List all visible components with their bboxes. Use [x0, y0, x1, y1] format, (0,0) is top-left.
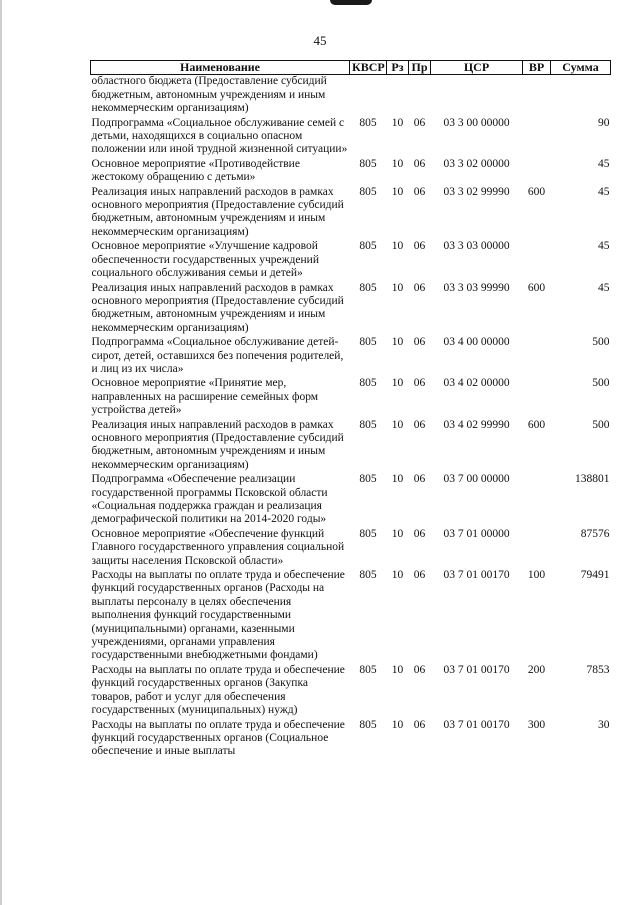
- table-row: [91, 282, 611, 337]
- cell-pr: [409, 75, 431, 117]
- header-rz: Рз: [387, 61, 409, 75]
- cell-pr: 06: [413, 663, 426, 676]
- cell-kvsr: 805: [359, 185, 377, 198]
- cell-rz: 10: [391, 336, 404, 349]
- cell-pr: 06: [413, 473, 426, 486]
- cell-kvsr: 805: [359, 473, 377, 486]
- cell-sum: 45: [598, 240, 610, 253]
- header-name: Наименование: [91, 61, 350, 75]
- cell-kvsr: 805: [359, 116, 377, 129]
- cell-kvsr: 805: [359, 377, 377, 390]
- cell-name: областного бюджета (Предоставление субсидий бюджетным, автономным учреждениям и иным некоммерческим организациям): [91, 75, 327, 115]
- cell-vr: [523, 158, 551, 186]
- cell-pr: 06: [413, 281, 426, 294]
- budget-table: [90, 60, 611, 760]
- cell-name: Реализация иных направлений расходов в рамках основного мероприятия (Предоставление субсидий бюджетным, автономным учреждениям и иным некоммерческим организациям): [91, 418, 344, 471]
- cell-rz: 10: [391, 718, 404, 731]
- cell-sum: 500: [592, 377, 610, 390]
- page-number: 45: [313, 33, 327, 48]
- header-kvsr: КВСР: [350, 61, 387, 75]
- cell-csr: 03 3 03 99990: [443, 281, 510, 294]
- cell-name: Основное мероприятие «Обеспечение функций Главного государственного управления социальной защиты населения Псковской области»: [91, 527, 345, 567]
- table-row: [91, 419, 611, 474]
- cell-name: Расходы на выплаты по оплате труда и обеспечение функций государственных органов (Закупка товаров, работ и услуг для обеспечения государственных (муниципальных) нужд): [91, 663, 345, 717]
- table-row: [91, 336, 611, 377]
- header-sum: Сумма: [551, 61, 611, 75]
- cell-pr: 06: [413, 377, 426, 390]
- cell-name: Основное мероприятие «Противодействие жестокому обращению с детьми»: [91, 157, 300, 184]
- cell-csr: 03 4 02 99990: [443, 418, 510, 431]
- cell-vr: 600: [527, 418, 546, 431]
- cell-rz: 10: [391, 527, 404, 540]
- cell-csr: 03 7 00 00000: [443, 473, 510, 486]
- cell-vr: [523, 377, 551, 418]
- header-csr: ЦСР: [431, 61, 523, 75]
- cell-sum: 500: [592, 418, 610, 431]
- cell-csr: 03 3 03 00000: [443, 240, 510, 253]
- cell-csr: 03 4 00 00000: [443, 336, 510, 349]
- table-row: [91, 75, 611, 117]
- cell-pr: 06: [413, 418, 426, 431]
- cell-csr: 03 4 02 00000: [443, 377, 510, 390]
- table-row: [91, 473, 611, 528]
- table-row: [91, 158, 611, 186]
- cell-pr: 06: [413, 116, 426, 129]
- cell-rz: 10: [391, 663, 404, 676]
- cell-rz: 10: [391, 157, 404, 170]
- cell-vr: 600: [527, 281, 546, 294]
- cell-rz: 10: [391, 281, 404, 294]
- cell-pr: 06: [413, 157, 426, 170]
- cell-kvsr: 805: [359, 157, 377, 170]
- cell-sum: 500: [592, 336, 610, 349]
- cell-rz: 10: [391, 240, 404, 253]
- cell-pr: 06: [413, 240, 426, 253]
- table-row: [91, 186, 611, 241]
- cell-vr: [523, 75, 551, 117]
- cell-name: Реализация иных направлений расходов в рамках основного мероприятия (Предоставление субсидий бюджетным, автономным учреждениям и иным некоммерческим организациям): [91, 185, 344, 238]
- cell-csr: 03 7 01 00000: [443, 527, 510, 540]
- cell-rz: 10: [391, 569, 404, 582]
- cell-vr: [523, 117, 551, 158]
- cell-name: Расходы на выплаты по оплате труда и обеспечение функций государственных органов (Социальное обеспечение и иные выплаты: [91, 718, 345, 758]
- cell-pr: 06: [413, 569, 426, 582]
- cell-sum: [551, 75, 611, 117]
- table-row: [91, 664, 611, 719]
- cell-vr: 300: [527, 718, 546, 731]
- cell-csr: 03 7 01 00170: [443, 569, 510, 582]
- cell-csr: 03 3 00 00000: [443, 116, 510, 129]
- cell-vr: 200: [527, 663, 546, 676]
- cell-sum: 45: [598, 185, 610, 198]
- cell-sum: 79491: [580, 569, 610, 582]
- table-row: [91, 240, 611, 281]
- cell-pr: 06: [413, 527, 426, 540]
- cell-name: Подпрограмма «Обеспечение реализации государственной программы Псковской области «Социальная поддержка граждан и реализация демографической политики на 2014-2020 годы»: [91, 473, 328, 526]
- cell-pr: 06: [413, 718, 426, 731]
- cell-rz: 10: [391, 185, 404, 198]
- cell-kvsr: 805: [359, 663, 377, 676]
- cell-vr: [523, 336, 551, 377]
- cell-kvsr: 805: [359, 527, 377, 540]
- cell-rz: 10: [391, 116, 404, 129]
- cell-pr: 06: [413, 185, 426, 198]
- header-vr: ВР: [523, 61, 551, 75]
- scan-edge: [0, 0, 2, 905]
- header-pr: Пр: [409, 61, 431, 75]
- cell-rz: 10: [391, 377, 404, 390]
- cell-rz: 10: [391, 473, 404, 486]
- cell-sum: 45: [598, 157, 610, 170]
- cell-kvsr: 805: [359, 718, 377, 731]
- cell-kvsr: 805: [359, 240, 377, 253]
- cell-name: Основное мероприятие «Улучшение кадровой обеспеченности государственных учреждений социального обслуживания семьи и детей»: [91, 240, 319, 280]
- cell-rz: 10: [391, 418, 404, 431]
- cell-kvsr: 805: [359, 336, 377, 349]
- cell-csr: [431, 75, 523, 117]
- cell-sum: 87576: [580, 527, 610, 540]
- cell-name: Подпрограмма «Социальное обслуживание семей с детьми, находящихся в социально опасном положении или иной трудной жизненной ситуации»: [91, 116, 348, 156]
- cell-sum: 90: [598, 116, 610, 129]
- cell-vr: 100: [527, 569, 546, 582]
- cell-csr: 03 3 02 00000: [443, 157, 510, 170]
- cell-kvsr: [350, 75, 387, 117]
- table-row: [91, 117, 611, 158]
- table-row: [91, 528, 611, 569]
- cell-csr: 03 3 02 99990: [443, 185, 510, 198]
- cell-name: Расходы на выплаты по оплате труда и обеспечение функций государственных органов (Расходы на выплаты персоналу в целях обеспечения выполнения функций государственными (муниципальными) органами, казенными учреждениями, органами управления государственными внебюджетными фондами): [91, 569, 345, 662]
- table-row: [91, 569, 611, 664]
- cell-sum: 138801: [575, 473, 610, 486]
- cell-vr: 600: [527, 185, 546, 198]
- cell-kvsr: 805: [359, 281, 377, 294]
- cell-name: Реализация иных направлений расходов в рамках основного мероприятия (Предоставление субсидий бюджетным, автономным учреждениям и иным некоммерческим организациям): [91, 281, 344, 334]
- cell-csr: 03 7 01 00170: [443, 718, 510, 731]
- cell-rz: [387, 75, 409, 117]
- cell-pr: 06: [413, 336, 426, 349]
- table-row: [91, 719, 611, 760]
- cell-name: Основное мероприятие «Принятие мер, направленных на расширение семейных форм устройства детей»: [91, 377, 319, 417]
- cell-sum: 45: [598, 281, 610, 294]
- cell-vr: [523, 240, 551, 281]
- cell-sum: 30: [598, 718, 610, 731]
- scan-mark: [330, 0, 372, 5]
- table-row: [91, 377, 611, 418]
- cell-kvsr: 805: [359, 418, 377, 431]
- cell-csr: 03 7 01 00170: [443, 663, 510, 676]
- cell-name: Подпрограмма «Социальное обслуживание детей-сирот, детей, оставшихся без попечения родителей, и лиц из их числа»: [91, 336, 344, 375]
- cell-kvsr: 805: [359, 569, 377, 582]
- table-header-row: [91, 61, 611, 75]
- cell-vr: [523, 528, 551, 569]
- cell-sum: 7853: [586, 663, 610, 676]
- cell-vr: [523, 473, 551, 528]
